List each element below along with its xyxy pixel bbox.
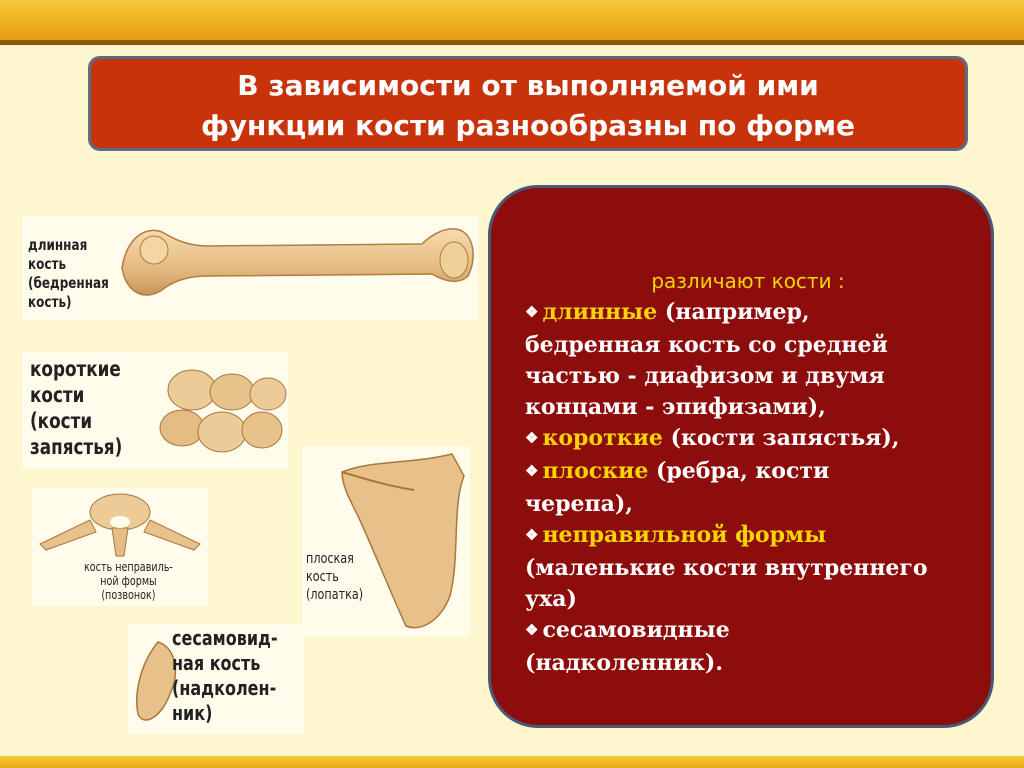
item-text: (надколенник). [525,650,723,676]
item-text: черепа), [525,491,633,517]
bone-types-panel [488,185,994,728]
item-text: (например, [657,299,810,325]
item-term: плоские [542,458,649,484]
caption-line: запястья) [30,435,123,459]
caption-line: ная кость [172,651,261,675]
caption-line: ник) [172,701,213,725]
diamond-bullet-icon: ❖ [525,462,539,480]
item-term: короткие [542,425,663,451]
femur-image [22,216,478,320]
item-text: концами - эпифизами), [525,394,826,420]
caption-line: плоская [306,551,354,567]
caption-line: сесамовид- [172,626,278,650]
long-bone-illustration [22,216,478,320]
caption-line: кость [306,569,339,585]
diamond-bullet-icon: ❖ [525,303,539,321]
caption-line: кость) [28,293,72,311]
vertebra-image [32,488,208,558]
list-item [525,423,971,456]
flat-bone-illustration [302,446,470,636]
diamond-bullet-icon: ❖ [525,429,539,447]
scapula-image [302,446,470,636]
short-bones-illustration [22,352,288,468]
list-item [525,520,971,553]
irregular-bone-caption [84,560,173,602]
item-text: бедренная кость со средней [525,332,888,358]
caption-line: кость [28,255,67,273]
caption-line: (бедренная [28,274,109,292]
caption-line: ной формы [100,574,157,588]
slide-title [88,56,968,151]
caption-line: (лопатка) [306,587,364,603]
item-term: сесамовидные [542,617,730,643]
diamond-bullet-icon: ❖ [525,621,539,639]
caption-line: (позвонок) [101,588,156,602]
caption-line: (надколен- [172,676,277,700]
item-term: неправильной формы [542,522,827,548]
list-item [525,456,971,489]
caption-line: кость неправиль- [84,560,173,574]
irregular-bone-illustration [32,488,208,606]
item-text: уха) [525,586,577,612]
item-text: (маленькие кости внутреннего [525,555,928,581]
caption-line: кости [30,383,85,407]
bottom-banner [0,756,1024,768]
caption-line: длинная [28,236,88,254]
caption-line: короткие [30,357,121,381]
top-banner [0,0,1024,40]
wrist-bones-image [22,352,288,468]
item-text: (ребра, кости [648,458,830,484]
item-text: (кости запястья), [662,425,900,451]
item-text: частью - диафизом и двумя [525,363,885,389]
sesamoid-bone-caption [172,626,278,726]
list-item [525,615,971,648]
item-term: длинные [542,299,658,325]
title-line-2: функции кости разнообразны по форме [200,109,856,142]
top-divider [0,40,1024,45]
title-line-1: В зависимости от выполняемой ими [237,69,819,102]
sesamoid-bone-illustration [128,624,304,734]
caption-line: (кости [30,409,93,433]
panel-heading: различают кости : [651,269,845,293]
list-item [525,297,971,330]
diamond-bullet-icon: ❖ [525,526,539,544]
